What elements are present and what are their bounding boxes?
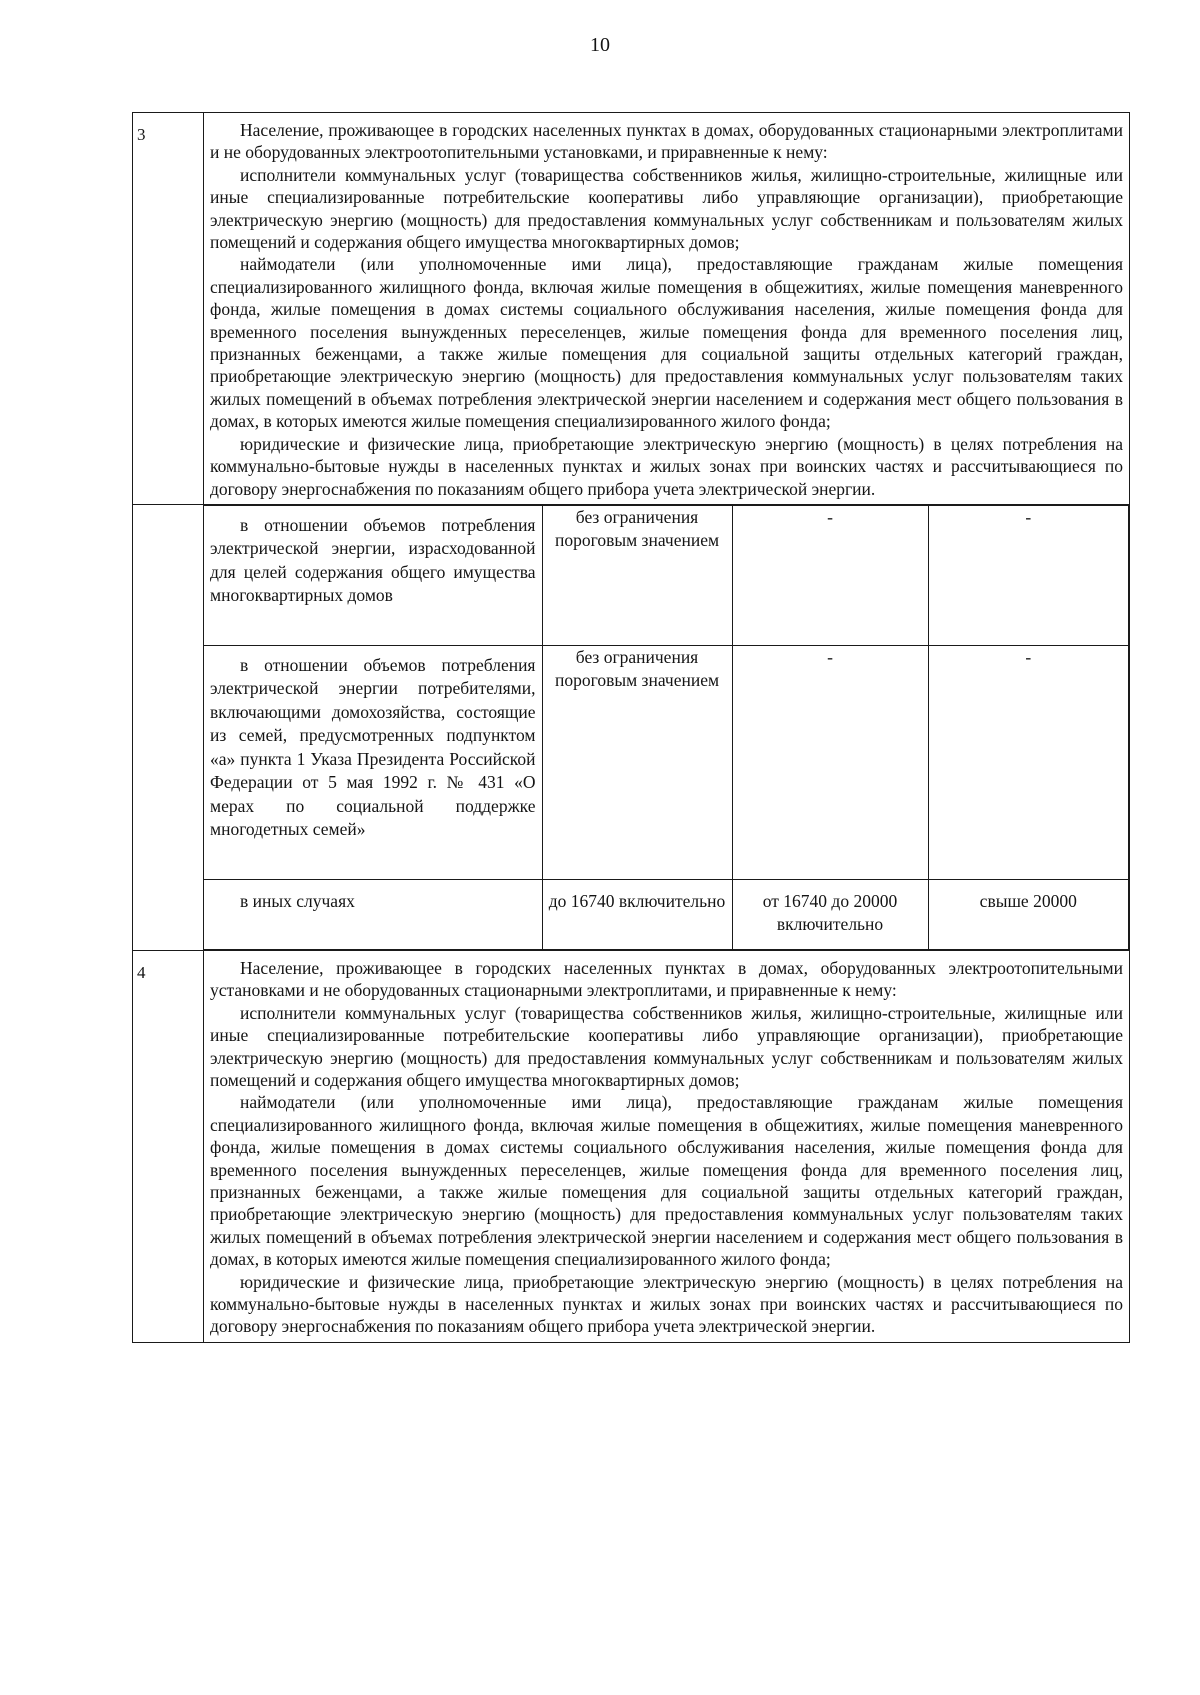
- threshold-table: [204, 505, 1129, 950]
- subrow-container: [204, 504, 1130, 950]
- paragraph: юридические и физические лица, приобретающие электрическую энергию (мощность) в целях потребления на коммунально-бытовые нужды в населенных пунктах и жилых зонах при воинских частях и рассчитывающиеся по договору энергоснабжения по показаниям общего прибора учета электрической энергии.: [210, 433, 1123, 499]
- subrow-value-1: без ограничения пороговым значением: [542, 505, 732, 645]
- subrow-value-2: от 16740 до 20000 включительно: [732, 879, 928, 949]
- paragraph: исполнители коммунальных услуг (товарищества собственников жилья, жилищно-строительные, жилищные или иные специализированные потребительские кооперативы либо управляющие организации), приобретающие электрическую энергию (мощность) для предоставления коммунальных услуг собственникам и пользователям жилых помещений и содержания общего имущества многоквартирных домов;: [210, 164, 1123, 253]
- subrow-value-1: до 16740 включительно: [542, 879, 732, 949]
- table-row: [204, 505, 1129, 645]
- subrow-description: в иных случаях: [204, 879, 542, 949]
- table-row: [133, 504, 1130, 950]
- subrow-value-1: без ограничения пороговым значением: [542, 645, 732, 879]
- subrow-value-2: -: [732, 645, 928, 879]
- row-text: [204, 950, 1130, 1342]
- row-number: 3: [133, 113, 204, 505]
- empty-number-cell: [133, 504, 204, 950]
- subrow-value-3: -: [928, 505, 1129, 645]
- paragraph: Население, проживающее в городских населенных пунктах в домах, оборудованных электроотопительными установками и не оборудованных стационарными электроплитами, и приравненные к нему:: [210, 957, 1123, 1001]
- paragraph: наймодатели (или уполномоченные ими лица), предоставляющие гражданам жилые помещения специализированного жилищного фонда, включая жилые помещения в общежитиях, жилые помещения маневренного фонда, жилые помещения в домах системы социального обслуживания населения, жилые помещения фонда для временного поселения вынужденных переселенцев, жилые помещения фонда для временного поселения лиц, признанных беженцами, а также жилые помещения для социальной защиты отдельных категорий граждан, приобретающие электрическую энергию (мощность) для предоставления коммунальных услуг пользователям таких жилых помещений в объемах потребления электрической энергии населением и содержания мест общего пользования в домах, в которых имеются жилые помещения специализированного жилого фонда;: [210, 254, 1123, 432]
- paragraph: наймодатели (или уполномоченные ими лица), предоставляющие гражданам жилые помещения специализированного жилищного фонда, включая жилые помещения в общежитиях, жилые помещения маневренного фонда, жилые помещения в домах системы социального обслуживания населения, жилые помещения фонда для временного поселения вынужденных переселенцев, жилые помещения фонда для временного поселения лиц, признанных беженцами, а также жилые помещения для социальной защиты отдельных категорий граждан, приобретающие электрическую энергию (мощность) для предоставления коммунальных услуг пользователям таких жилых помещений в объемах потребления электрической энергии населением и содержания мест общего пользования в домах, в которых имеются жилые помещения специализированного жилого фонда;: [210, 1092, 1123, 1270]
- paragraph: исполнители коммунальных услуг (товарищества собственников жилья, жилищно-строительные, жилищные или иные специализированные потребительские кооперативы либо управляющие организации), приобретающие электрическую энергию (мощность) для предоставления коммунальных услуг собственникам и пользователям жилых помещений и содержания общего имущества многоквартирных домов;: [210, 1002, 1123, 1090]
- subrow-value-3: -: [928, 645, 1129, 879]
- tariff-table: [132, 112, 1130, 1343]
- row-number: 4: [133, 950, 204, 1342]
- table-row: [133, 113, 1130, 505]
- subrow-value-3: свыше 20000: [928, 879, 1129, 949]
- row-text: [204, 113, 1130, 505]
- subrow-value-2: -: [732, 505, 928, 645]
- table-row: [204, 879, 1129, 949]
- subrow-description: в отношении объемов потребления электрической энергии потребителями, включающими домохозяйства, состоящие из семей, предусмотренных подпунктом «а» пункта 1 Указа Президента Российской Федерации от 5 мая 1992 г. № 431 «О мерах по социальной поддержке многодетных семей»: [204, 645, 542, 879]
- table-row: [133, 950, 1130, 1342]
- table-row: [204, 645, 1129, 879]
- paragraph: юридические и физические лица, приобретающие электрическую энергию (мощность) в целях потребления на коммунально-бытовые нужды в населенных пунктах и жилых зонах при воинских частях и рассчитывающиеся по договору энергоснабжения по показаниям общего прибора учета электрической энергии.: [210, 1271, 1123, 1337]
- page-number: 10: [590, 34, 610, 56]
- subrow-description: в отношении объемов потребления электрической энергии, израсходованной для целей содержания общего имущества многоквартирных домов: [204, 505, 542, 645]
- paragraph: Население, проживающее в городских населенных пунктах в домах, оборудованных стационарными электроплитами и не оборудованных электроотопительными установками, и приравненные к нему:: [210, 120, 1123, 163]
